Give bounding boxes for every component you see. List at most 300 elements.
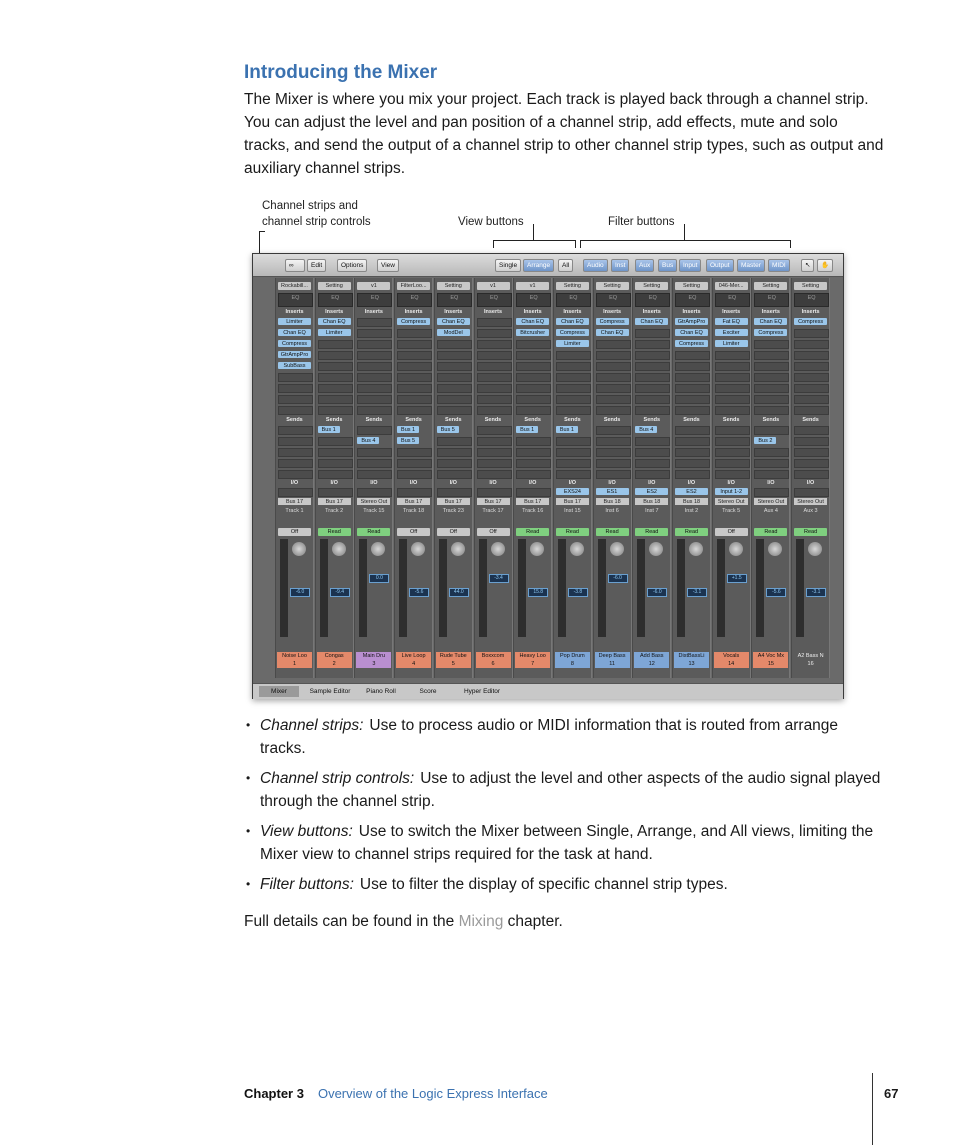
insert-slot-empty[interactable] xyxy=(715,406,750,415)
setting-button[interactable]: Setting xyxy=(318,282,351,290)
input-slot-empty[interactable] xyxy=(477,488,512,497)
send-slot-empty[interactable] xyxy=(437,470,472,479)
send-slot[interactable]: Bus 2 xyxy=(754,437,776,444)
insert-slot[interactable]: Chan EQ xyxy=(437,318,470,325)
pointer-tool-icon[interactable]: ↖ xyxy=(801,259,814,272)
automation-mode[interactable]: Read xyxy=(357,528,390,536)
insert-slot-empty[interactable] xyxy=(477,395,512,404)
insert-slot-empty[interactable] xyxy=(357,329,392,338)
pan-knob[interactable] xyxy=(371,542,385,556)
insert-slot-empty[interactable] xyxy=(477,329,512,338)
input-slot[interactable]: Input 1-2 xyxy=(715,488,748,495)
send-slot-empty[interactable] xyxy=(278,437,313,446)
send-slot-empty[interactable] xyxy=(397,459,432,468)
send-slot-empty[interactable] xyxy=(357,426,392,435)
output-slot[interactable]: Bus 17 xyxy=(318,498,351,505)
insert-slot-empty[interactable] xyxy=(397,340,432,349)
automation-mode[interactable]: Read xyxy=(556,528,589,536)
eq-display[interactable]: EQ xyxy=(635,293,670,307)
insert-slot-empty[interactable] xyxy=(516,340,551,349)
insert-slot-empty[interactable] xyxy=(635,329,670,338)
tab-mixer[interactable]: Mixer xyxy=(259,686,299,697)
insert-slot-empty[interactable] xyxy=(635,373,670,382)
tab-piano-roll[interactable]: Piano Roll xyxy=(366,688,396,695)
setting-button[interactable]: Setting xyxy=(437,282,470,290)
insert-slot-empty[interactable] xyxy=(715,373,750,382)
setting-button[interactable]: Setting xyxy=(635,282,668,290)
send-slot-empty[interactable] xyxy=(715,448,750,457)
setting-button[interactable]: Setting xyxy=(754,282,787,290)
volume-fader[interactable] xyxy=(677,539,685,637)
insert-slot-empty[interactable] xyxy=(675,384,710,393)
automation-mode[interactable]: Read xyxy=(318,528,351,536)
insert-slot-empty[interactable] xyxy=(794,406,829,415)
send-slot-empty[interactable] xyxy=(794,426,829,435)
insert-slot-empty[interactable] xyxy=(357,318,392,327)
output-slot[interactable]: Stereo Out xyxy=(357,498,390,505)
insert-slot-empty[interactable] xyxy=(794,362,829,371)
insert-slot-empty[interactable] xyxy=(357,384,392,393)
send-slot-empty[interactable] xyxy=(556,448,591,457)
insert-slot-empty[interactable] xyxy=(278,406,313,415)
send-slot[interactable]: Bus 5 xyxy=(397,437,419,444)
track-name[interactable] xyxy=(356,652,391,668)
insert-slot-empty[interactable] xyxy=(794,340,829,349)
send-slot[interactable]: Bus 1 xyxy=(516,426,538,433)
insert-slot-empty[interactable] xyxy=(357,362,392,371)
output-slot[interactable]: Bus 17 xyxy=(437,498,470,505)
insert-slot-empty[interactable] xyxy=(754,395,789,404)
output-slot[interactable]: Bus 17 xyxy=(556,498,589,505)
filter-inst-button[interactable]: Inst xyxy=(611,259,629,272)
filter-bus-button[interactable]: Bus xyxy=(658,259,677,272)
insert-slot[interactable]: Limiter xyxy=(556,340,589,347)
send-slot-empty[interactable] xyxy=(477,437,512,446)
insert-slot-empty[interactable] xyxy=(516,406,551,415)
insert-slot[interactable]: Compress xyxy=(794,318,827,325)
send-slot-empty[interactable] xyxy=(794,448,829,457)
pan-knob[interactable] xyxy=(411,542,425,556)
eq-display[interactable]: EQ xyxy=(675,293,710,307)
send-slot-empty[interactable] xyxy=(556,459,591,468)
send-slot[interactable]: Bus 4 xyxy=(635,426,657,433)
send-slot-empty[interactable] xyxy=(715,437,750,446)
insert-slot-empty[interactable] xyxy=(516,395,551,404)
insert-slot-empty[interactable] xyxy=(357,406,392,415)
volume-fader[interactable] xyxy=(756,539,764,637)
insert-slot-empty[interactable] xyxy=(437,340,472,349)
insert-slot[interactable]: GtrAmpPro xyxy=(675,318,708,325)
insert-slot-empty[interactable] xyxy=(318,373,353,382)
output-slot[interactable]: Bus 18 xyxy=(596,498,629,505)
insert-slot-empty[interactable] xyxy=(477,362,512,371)
volume-fader[interactable] xyxy=(399,539,407,637)
send-slot-empty[interactable] xyxy=(357,459,392,468)
insert-slot[interactable]: Compress xyxy=(397,318,430,325)
insert-slot-empty[interactable] xyxy=(556,384,591,393)
send-slot-empty[interactable] xyxy=(437,437,472,446)
input-slot-empty[interactable] xyxy=(794,488,829,497)
volume-fader[interactable] xyxy=(796,539,804,637)
eq-display[interactable]: EQ xyxy=(357,293,392,307)
insert-slot-empty[interactable] xyxy=(596,340,631,349)
send-slot-empty[interactable] xyxy=(318,437,353,446)
eq-display[interactable]: EQ xyxy=(715,293,750,307)
insert-slot-empty[interactable] xyxy=(596,373,631,382)
filter-master-button[interactable]: Master xyxy=(737,259,765,272)
pan-knob[interactable] xyxy=(332,542,346,556)
insert-slot-empty[interactable] xyxy=(357,373,392,382)
send-slot-empty[interactable] xyxy=(635,459,670,468)
link-button[interactable]: ∞ xyxy=(285,259,305,272)
volume-fader[interactable] xyxy=(439,539,447,637)
output-slot[interactable]: Bus 18 xyxy=(635,498,668,505)
view-menu[interactable]: View xyxy=(377,259,399,272)
send-slot-empty[interactable] xyxy=(556,470,591,479)
track-name[interactable] xyxy=(277,652,312,668)
insert-slot-empty[interactable] xyxy=(318,362,353,371)
send-slot-empty[interactable] xyxy=(596,448,631,457)
insert-slot-empty[interactable] xyxy=(754,351,789,360)
insert-slot-empty[interactable] xyxy=(556,362,591,371)
filter-aux-button[interactable]: Aux xyxy=(635,259,654,272)
footer-title-link[interactable]: Overview of the Logic Express Interface xyxy=(317,1086,548,1101)
volume-fader[interactable] xyxy=(359,539,367,637)
automation-mode[interactable]: Off xyxy=(715,528,748,536)
output-slot[interactable]: Stereo Out xyxy=(715,498,748,505)
send-slot-empty[interactable] xyxy=(318,459,353,468)
send-slot-empty[interactable] xyxy=(516,437,551,446)
send-slot-empty[interactable] xyxy=(477,426,512,435)
send-slot-empty[interactable] xyxy=(715,459,750,468)
insert-slot-empty[interactable] xyxy=(318,395,353,404)
pan-knob[interactable] xyxy=(570,542,584,556)
insert-slot-empty[interactable] xyxy=(278,395,313,404)
send-slot[interactable]: Bus 5 xyxy=(437,426,459,433)
insert-slot-empty[interactable] xyxy=(516,351,551,360)
send-slot-empty[interactable] xyxy=(556,437,591,446)
insert-slot-empty[interactable] xyxy=(437,406,472,415)
insert-slot-empty[interactable] xyxy=(516,362,551,371)
insert-slot-empty[interactable] xyxy=(635,351,670,360)
track-name[interactable] xyxy=(793,652,828,668)
send-slot-empty[interactable] xyxy=(397,470,432,479)
insert-slot-empty[interactable] xyxy=(675,373,710,382)
automation-mode[interactable]: Off xyxy=(437,528,470,536)
eq-display[interactable]: EQ xyxy=(437,293,472,307)
input-slot-empty[interactable] xyxy=(397,488,432,497)
send-slot-empty[interactable] xyxy=(437,448,472,457)
insert-slot[interactable]: Chan EQ xyxy=(596,329,629,336)
insert-slot-empty[interactable] xyxy=(437,351,472,360)
setting-button[interactable]: Rockabill... xyxy=(278,282,311,290)
output-slot[interactable]: Stereo Out xyxy=(794,498,827,505)
send-slot-empty[interactable] xyxy=(596,426,631,435)
send-slot-empty[interactable] xyxy=(516,470,551,479)
send-slot-empty[interactable] xyxy=(794,470,829,479)
insert-slot-empty[interactable] xyxy=(596,384,631,393)
insert-slot-empty[interactable] xyxy=(794,373,829,382)
setting-button[interactable]: Setting xyxy=(675,282,708,290)
insert-slot-empty[interactable] xyxy=(794,351,829,360)
insert-slot-empty[interactable] xyxy=(397,395,432,404)
insert-slot-empty[interactable] xyxy=(516,384,551,393)
send-slot-empty[interactable] xyxy=(675,426,710,435)
eq-display[interactable]: EQ xyxy=(516,293,551,307)
track-name[interactable] xyxy=(753,652,788,668)
send-slot-empty[interactable] xyxy=(278,448,313,457)
output-slot[interactable]: Bus 17 xyxy=(516,498,549,505)
insert-slot-empty[interactable] xyxy=(596,406,631,415)
setting-button[interactable]: 046-Mer... xyxy=(715,282,748,290)
insert-slot-empty[interactable] xyxy=(477,351,512,360)
insert-slot[interactable]: Chan EQ xyxy=(556,318,589,325)
automation-mode[interactable]: Off xyxy=(477,528,510,536)
insert-slot[interactable]: GtrAmpPro xyxy=(278,351,311,358)
insert-slot-empty[interactable] xyxy=(556,395,591,404)
input-slot-empty[interactable] xyxy=(357,488,392,497)
setting-button[interactable]: v1 xyxy=(516,282,549,290)
output-slot[interactable]: Stereo Out xyxy=(754,498,787,505)
insert-slot-empty[interactable] xyxy=(556,351,591,360)
insert-slot-empty[interactable] xyxy=(754,362,789,371)
insert-slot-empty[interactable] xyxy=(437,384,472,393)
insert-slot[interactable]: ModDel xyxy=(437,329,470,336)
send-slot-empty[interactable] xyxy=(516,448,551,457)
eq-display[interactable]: EQ xyxy=(477,293,512,307)
view-arrange-button[interactable]: Arrange xyxy=(523,259,554,272)
send-slot-empty[interactable] xyxy=(278,459,313,468)
input-slot[interactable]: ES1 xyxy=(596,488,629,495)
eq-display[interactable]: EQ xyxy=(596,293,631,307)
insert-slot[interactable]: SubBass xyxy=(278,362,311,369)
insert-slot-empty[interactable] xyxy=(437,395,472,404)
input-slot-empty[interactable] xyxy=(516,488,551,497)
insert-slot-empty[interactable] xyxy=(754,384,789,393)
eq-display[interactable]: EQ xyxy=(556,293,591,307)
insert-slot[interactable]: Compress xyxy=(556,329,589,336)
insert-slot-empty[interactable] xyxy=(397,406,432,415)
insert-slot-empty[interactable] xyxy=(635,406,670,415)
send-slot-empty[interactable] xyxy=(675,448,710,457)
setting-button[interactable]: Setting xyxy=(596,282,629,290)
pan-knob[interactable] xyxy=(530,542,544,556)
volume-fader[interactable] xyxy=(280,539,288,637)
insert-slot-empty[interactable] xyxy=(477,406,512,415)
input-slot-empty[interactable] xyxy=(437,488,472,497)
send-slot-empty[interactable] xyxy=(357,470,392,479)
insert-slot-empty[interactable] xyxy=(754,340,789,349)
insert-slot-empty[interactable] xyxy=(794,395,829,404)
insert-slot[interactable]: Chan EQ xyxy=(635,318,668,325)
insert-slot-empty[interactable] xyxy=(437,362,472,371)
output-slot[interactable]: Bus 18 xyxy=(675,498,708,505)
track-name[interactable] xyxy=(515,652,550,668)
send-slot-empty[interactable] xyxy=(477,448,512,457)
input-slot[interactable]: ES2 xyxy=(675,488,708,495)
send-slot-empty[interactable] xyxy=(635,448,670,457)
pan-knob[interactable] xyxy=(768,542,782,556)
eq-display[interactable]: EQ xyxy=(754,293,789,307)
volume-fader[interactable] xyxy=(717,539,725,637)
send-slot-empty[interactable] xyxy=(516,459,551,468)
track-name[interactable] xyxy=(595,652,630,668)
volume-fader[interactable] xyxy=(479,539,487,637)
insert-slot-empty[interactable] xyxy=(675,406,710,415)
volume-fader[interactable] xyxy=(637,539,645,637)
insert-slot[interactable]: Chan EQ xyxy=(754,318,787,325)
pan-knob[interactable] xyxy=(491,542,505,556)
insert-slot[interactable]: Exciter xyxy=(715,329,748,336)
options-menu[interactable]: Options xyxy=(337,259,367,272)
insert-slot-empty[interactable] xyxy=(794,384,829,393)
send-slot-empty[interactable] xyxy=(596,459,631,468)
insert-slot-empty[interactable] xyxy=(278,373,313,382)
send-slot-empty[interactable] xyxy=(318,448,353,457)
track-name[interactable] xyxy=(555,652,590,668)
insert-slot-empty[interactable] xyxy=(397,373,432,382)
filter-output-button[interactable]: Output xyxy=(706,259,734,272)
insert-slot[interactable]: Compress xyxy=(754,329,787,336)
insert-slot-empty[interactable] xyxy=(516,373,551,382)
send-slot-empty[interactable] xyxy=(477,470,512,479)
view-single-button[interactable]: Single xyxy=(495,259,521,272)
pan-knob[interactable] xyxy=(451,542,465,556)
insert-slot[interactable]: Chan EQ xyxy=(675,329,708,336)
send-slot-empty[interactable] xyxy=(596,437,631,446)
setting-button[interactable]: v1 xyxy=(477,282,510,290)
insert-slot-empty[interactable] xyxy=(675,395,710,404)
insert-slot-empty[interactable] xyxy=(477,373,512,382)
input-slot-empty[interactable] xyxy=(754,488,789,497)
insert-slot-empty[interactable] xyxy=(675,351,710,360)
insert-slot[interactable]: Compress xyxy=(278,340,311,347)
input-slot-empty[interactable] xyxy=(278,488,313,497)
insert-slot-empty[interactable] xyxy=(357,351,392,360)
send-slot-empty[interactable] xyxy=(675,437,710,446)
insert-slot[interactable]: Compress xyxy=(596,318,629,325)
output-slot[interactable]: Bus 17 xyxy=(397,498,430,505)
send-slot-empty[interactable] xyxy=(278,426,313,435)
automation-mode[interactable]: Read xyxy=(596,528,629,536)
insert-slot[interactable]: Chan EQ xyxy=(278,329,311,336)
insert-slot-empty[interactable] xyxy=(318,351,353,360)
automation-mode[interactable]: Read xyxy=(794,528,827,536)
automation-mode[interactable]: Read xyxy=(675,528,708,536)
insert-slot-empty[interactable] xyxy=(596,395,631,404)
insert-slot-empty[interactable] xyxy=(715,384,750,393)
insert-slot-empty[interactable] xyxy=(754,373,789,382)
send-slot-empty[interactable] xyxy=(754,470,789,479)
insert-slot-empty[interactable] xyxy=(397,351,432,360)
tab-score[interactable]: Score xyxy=(419,688,437,695)
track-name[interactable] xyxy=(634,652,669,668)
automation-mode[interactable]: Off xyxy=(397,528,430,536)
pan-knob[interactable] xyxy=(610,542,624,556)
automation-mode[interactable]: Read xyxy=(754,528,787,536)
insert-slot-empty[interactable] xyxy=(318,340,353,349)
insert-slot-empty[interactable] xyxy=(437,373,472,382)
insert-slot-empty[interactable] xyxy=(715,362,750,371)
automation-mode[interactable]: Read xyxy=(635,528,668,536)
send-slot-empty[interactable] xyxy=(675,459,710,468)
send-slot-empty[interactable] xyxy=(794,437,829,446)
filter-midi-button[interactable]: MIDI xyxy=(768,259,790,272)
insert-slot-empty[interactable] xyxy=(397,329,432,338)
send-slot[interactable]: Bus 1 xyxy=(556,426,578,433)
setting-button[interactable]: Setting xyxy=(794,282,827,290)
insert-slot-empty[interactable] xyxy=(357,395,392,404)
insert-slot-empty[interactable] xyxy=(754,406,789,415)
edit-menu[interactable]: Edit xyxy=(307,259,326,272)
eq-display[interactable]: EQ xyxy=(397,293,432,307)
pan-knob[interactable] xyxy=(292,542,306,556)
send-slot-empty[interactable] xyxy=(675,470,710,479)
insert-slot[interactable]: Bitcrusher xyxy=(516,329,549,336)
insert-slot[interactable]: Fat EQ xyxy=(715,318,748,325)
pan-knob[interactable] xyxy=(649,542,663,556)
input-slot[interactable]: ES2 xyxy=(635,488,668,495)
insert-slot-empty[interactable] xyxy=(477,384,512,393)
insert-slot-empty[interactable] xyxy=(596,362,631,371)
volume-fader[interactable] xyxy=(320,539,328,637)
setting-button[interactable]: FilterLoo... xyxy=(397,282,430,290)
insert-slot-empty[interactable] xyxy=(357,340,392,349)
track-name[interactable] xyxy=(396,652,431,668)
insert-slot-empty[interactable] xyxy=(794,329,829,338)
send-slot-empty[interactable] xyxy=(635,437,670,446)
send-slot-empty[interactable] xyxy=(596,470,631,479)
insert-slot-empty[interactable] xyxy=(635,362,670,371)
send-slot-empty[interactable] xyxy=(715,470,750,479)
insert-slot-empty[interactable] xyxy=(596,351,631,360)
insert-slot-empty[interactable] xyxy=(397,362,432,371)
insert-slot[interactable]: Limiter xyxy=(318,329,351,336)
track-name[interactable] xyxy=(436,652,471,668)
insert-slot-empty[interactable] xyxy=(318,384,353,393)
volume-fader[interactable] xyxy=(518,539,526,637)
send-slot-empty[interactable] xyxy=(318,470,353,479)
send-slot-empty[interactable] xyxy=(278,470,313,479)
insert-slot-empty[interactable] xyxy=(675,362,710,371)
insert-slot-empty[interactable] xyxy=(278,384,313,393)
send-slot[interactable]: Bus 1 xyxy=(397,426,419,433)
hand-tool-icon[interactable]: ✋ xyxy=(817,259,833,272)
insert-slot-empty[interactable] xyxy=(477,340,512,349)
insert-slot[interactable]: Limiter xyxy=(715,340,748,347)
mixing-link[interactable]: Mixing xyxy=(458,913,504,930)
eq-display[interactable]: EQ xyxy=(278,293,313,307)
insert-slot[interactable]: Chan EQ xyxy=(318,318,351,325)
send-slot[interactable]: Bus 1 xyxy=(318,426,340,433)
filter-input-button[interactable]: Input xyxy=(679,259,701,272)
automation-mode[interactable]: Off xyxy=(278,528,311,536)
track-name[interactable] xyxy=(714,652,749,668)
tab-hyper-editor[interactable]: Hyper Editor xyxy=(463,688,501,695)
insert-slot-empty[interactable] xyxy=(556,373,591,382)
send-slot-empty[interactable] xyxy=(635,470,670,479)
insert-slot[interactable]: Compress xyxy=(675,340,708,347)
eq-display[interactable]: EQ xyxy=(318,293,353,307)
insert-slot-empty[interactable] xyxy=(318,406,353,415)
send-slot-empty[interactable] xyxy=(794,459,829,468)
view-all-button[interactable]: All xyxy=(558,259,573,272)
track-name[interactable] xyxy=(317,652,352,668)
insert-slot-empty[interactable] xyxy=(477,318,512,327)
setting-button[interactable]: v1 xyxy=(357,282,390,290)
send-slot-empty[interactable] xyxy=(754,448,789,457)
setting-button[interactable]: Setting xyxy=(556,282,589,290)
